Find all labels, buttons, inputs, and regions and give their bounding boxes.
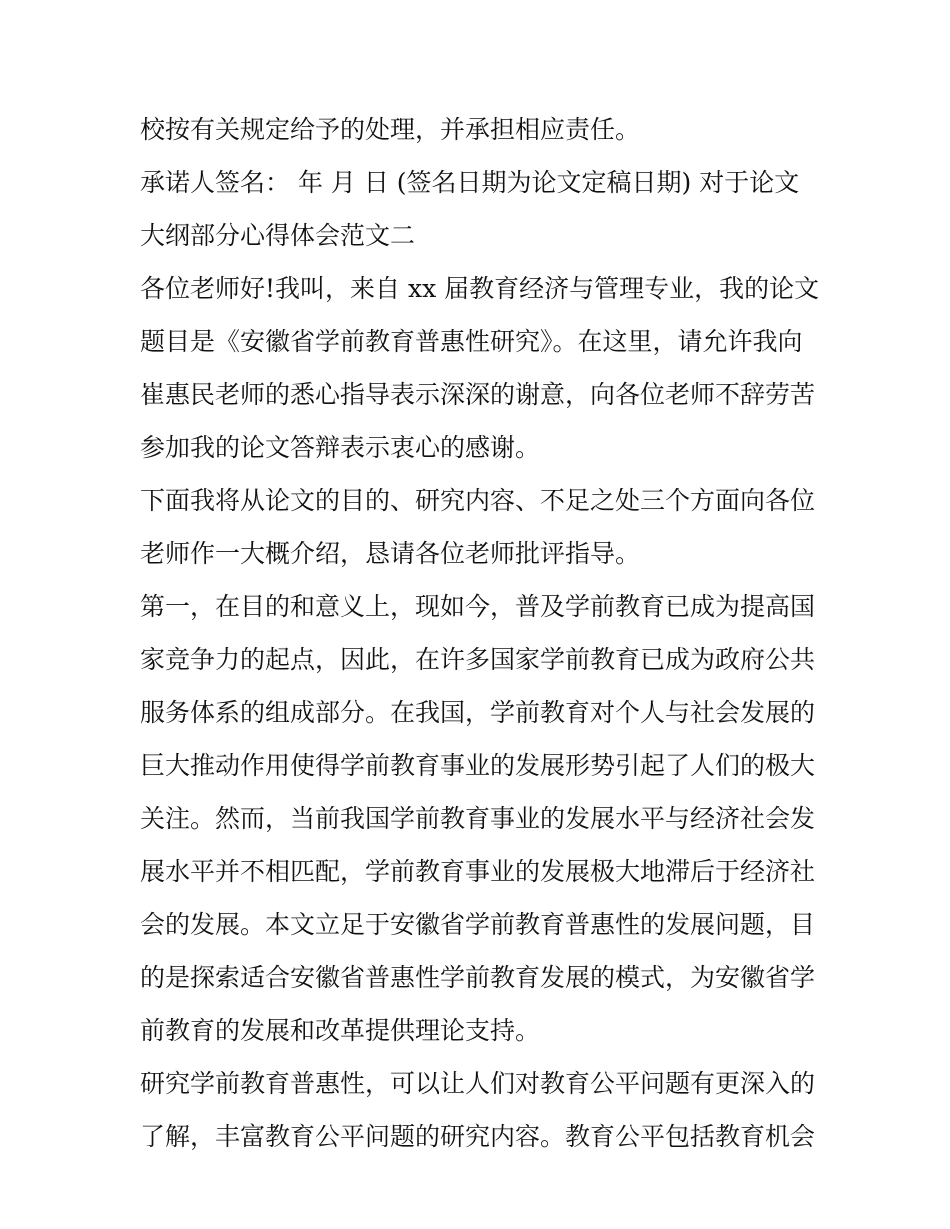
text-line: 服务体系的组成部分。在我国，学前教育对个人与社会发展的 — [140, 698, 816, 727]
text-line: 老师作一大概介绍，恳请各位老师批评指导。 — [140, 539, 641, 568]
text-line: 的是探索适合安徽省普惠性学前教育发展的模式，为安徽省学 — [140, 963, 816, 992]
text-line: 会的发展。本文立足于安徽省学前教育普惠性的发展问题，目 — [140, 910, 816, 939]
text-line: 各位老师好!我叫，来自 xx 届教育经济与管理专业，我的论文 — [140, 274, 820, 303]
text-line: 承诺人签名： 年 月 日 (签名日期为论文定稿日期) 对于论文 — [140, 168, 800, 197]
text-line: 家竞争力的起点，因此，在许多国家学前教育已成为政府公共 — [140, 645, 816, 674]
text-line: 展水平并不相匹配，学前教育事业的发展极大地滞后于经济社 — [140, 857, 816, 886]
text-line: 崔惠民老师的悉心指导表示深深的谢意，向各位老师不辞劳苦 — [140, 380, 816, 409]
text-line: 下面我将从论文的目的、研究内容、不足之处三个方面向各位 — [140, 486, 816, 515]
text-line: 前教育的发展和改革提供理论支持。 — [140, 1016, 541, 1045]
text-line: 关注。然而，当前我国学前教育事业的发展水平与经济社会发 — [140, 804, 816, 833]
text-line: 第一，在目的和意义上，现如今，普及学前教育已成为提高国 — [140, 592, 816, 621]
text-line: 参加我的论文答辩表示衷心的感谢。 — [140, 433, 541, 462]
text-line: 大纲部分心得体会范文二 — [140, 221, 416, 250]
document-body — [140, 103, 820, 1163]
text-line: 研究学前教育普惠性，可以让人们对教育公平问题有更深入的 — [140, 1069, 816, 1098]
text-line: 了解，丰富教育公平问题的研究内容。教育公平包括教育机会 — [140, 1122, 816, 1151]
text-line: 题目是《安徽省学前教育普惠性研究》。在这里，请允许我向 — [140, 327, 803, 356]
text-line: 巨大推动作用使得学前教育事业的发展形势引起了人们的极大 — [140, 751, 816, 780]
text-line: 校按有关规定给予的处理，并承担相应责任。 — [140, 115, 641, 144]
